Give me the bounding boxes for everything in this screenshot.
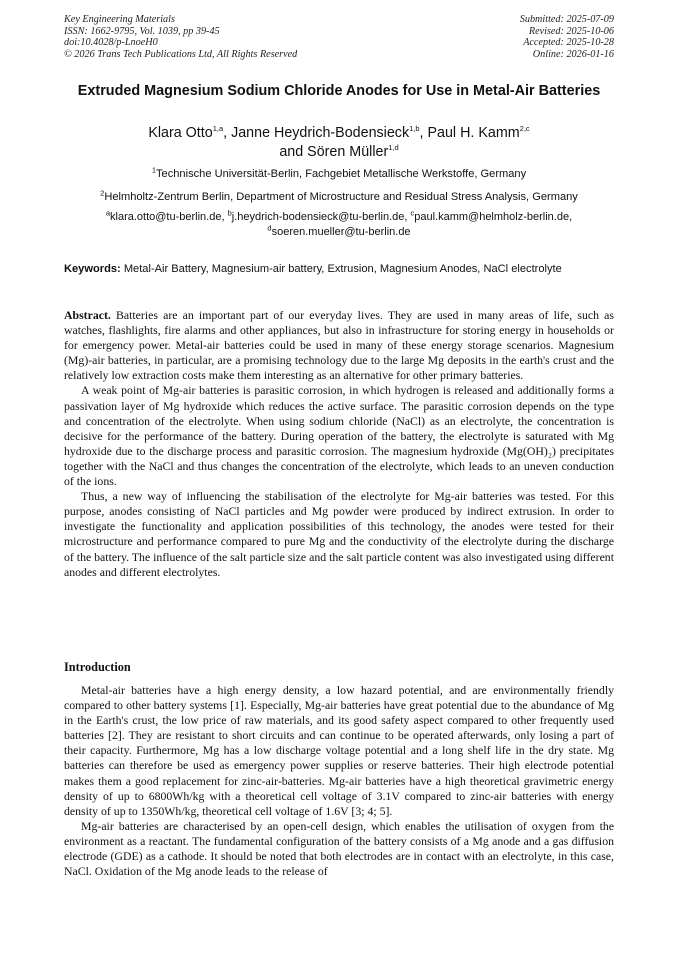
revised-date: Revised: 2025-10-06	[528, 25, 614, 37]
email-mark: a	[105, 208, 111, 218]
author-affiliation-mark: 1,d	[388, 142, 399, 152]
introduction-body	[64, 683, 614, 879]
email-mark: b	[227, 208, 232, 218]
email-mark: c	[410, 208, 415, 218]
author-affiliation-mark: 1,a	[212, 124, 224, 134]
author-name: Paul H. Kamm	[427, 125, 520, 141]
journal-info	[64, 14, 297, 60]
submitted-date: Submitted: 2025-07-09	[519, 14, 614, 25]
doi: doi:10.4028/p-LnoeH0	[64, 37, 158, 49]
abstract-paragraph	[64, 308, 614, 383]
keywords-text: Metal-Air Battery, Magnesium-air battery, Extrusion, Magnesium Anodes, NaCl electrolyte	[123, 263, 562, 275]
author-name: Sören Müller	[307, 143, 389, 160]
email-link[interactable]: j.heydrich-bodensieck@tu-berlin.de	[231, 211, 405, 223]
publication-dates	[520, 14, 614, 60]
journal-name: Key Engineering Materials	[64, 14, 175, 25]
affiliation-text: Helmholtz-Zentrum Berlin, Department of Microstructure and Residual Stress Analysis, Germany	[104, 191, 578, 203]
keywords-label: Keywords:	[64, 263, 121, 275]
author-separator: and	[279, 143, 308, 160]
author-separator: ,	[419, 125, 428, 141]
author-name: Janne Heydrich-Bodensieck	[231, 125, 410, 141]
paper-title: Extruded Magnesium Sodium Chloride Anodes for Use in Metal-Air Batteries	[77, 83, 601, 99]
email-mark: d	[267, 223, 272, 233]
email-link[interactable]: paul.kamm@helmholz-berlin.de	[414, 211, 570, 223]
author-separator: ,	[223, 125, 232, 141]
email-link[interactable]: soeren.mueller@tu-berlin.de	[271, 226, 411, 238]
section-heading-introduction: Introduction	[64, 660, 131, 674]
abstract-p1: Batteries are an important part of our everyday lives. They are used in many areas of life, such as watches, flashlights, fire alarms and other appliances, but also in infrastructure for storing energy in households or for emergency power. Metal-air batteries could be used in many of these energy storage scenarios. Magnesium (Mg)-air batteries, in particular, are a promising technology due to the large Mg deposits in the earth's crust and the relatively low extraction costs make them interesting as an alternative for other primary batteries.	[64, 308, 614, 383]
affiliation-number: 1	[151, 165, 156, 175]
author-name: Klara Otto	[148, 125, 213, 141]
affiliation-1	[64, 167, 614, 181]
intro-paragraph: Metal-air batteries have a high energy density, a low hazard potential, and are environmentally friendly compared to other battery systems [1]. Especially, Mg-air batteries have great potential due to the abundance of Mg in the Earth's crust, the low price of raw materials, and its good safety aspect compared to other frequently used batteries [2]. They are resistant to short circuits and can continue to be operated afterwards, only losing a part of their capacity. Furthermore, Mg has a low discharge voltage potential and a long shelf life in the dry state. Mg batteries can therefore be used as emergency power supplies or reserve batteries. Their high electrode potential makes them a good replacement for zinc-air-batteries. Mg-air batteries have a high theoretical gravimetric energy density of up to 6800Wh/kg with a theoretical cell voltage of 3.1V compared to zinc-air batteries with energy density of up to 1350Wh/kg, theoretical cell voltage of 1.6V [3; 4; 5].	[64, 683, 614, 818]
affiliation-text: Technische Universität-Berlin, Fachgebiet Metallische Werkstoffe, Germany	[156, 168, 527, 180]
affiliation-number: 2	[100, 188, 105, 198]
intro-paragraph: Mg-air batteries are characterised by an open-cell design, which enables the utilisation of oxygen from the environment as a reactant. The fundamental configuration of the battery consists of a Mg anode and a gas diffusion electrode (GDE) as a cathode. It should be noted that both electrodes are in contact with an electrolyte, in this case, NaCl. Oxidation of the Mg anode leads to the release of	[64, 818, 614, 879]
author-list	[64, 124, 614, 161]
author-affiliation-mark: 1,b	[409, 124, 420, 134]
email-link[interactable]: klara.otto@tu-berlin.de	[110, 211, 222, 223]
abstract-label: Abstract.	[64, 308, 111, 322]
affiliation-2	[64, 190, 614, 204]
accepted-date: Accepted: 2025-10-28	[523, 37, 614, 49]
author-emails: $^a$klara.otto@tu-berlin.de, $^b$j.heydrich-bodensieck@tu-berlin.de, $^c$paul.kamm@helmholz-berlin.de, $^d$soeren.mueller@tu-berlin.de	[105, 208, 573, 238]
abstract-paragraph: A weak point of Mg-air batteries is parasitic corrosion, in which hydrogen is released and additionally forms a passivation layer of Mg hydroxide which reduces the active surface. The parasitic corrosion depends on the type and concentration of the electrolyte. When using sodium chloride (NaCl) as an electrolyte, the concentration is decisive for the performance of the battery. During operation of the battery, the electrolyte is saturated with Mg hydroxide due to the discharge process and parasitic corrosion. The magnesium hydroxide (Mg(OH)₂) precipitates together with the NaCl and thus changes the concentration of the electrolyte, which leads to an uneven conduction of the ions.	[64, 383, 614, 489]
abstract-paragraph: Thus, a new way of influencing the stabilisation of the electrolyte for Mg-air batteries was tested. For this purpose, anodes consisting of NaCl particles and Mg powder were produced by indirect extrusion. In order to investigate the functionality and application possibilities of this technology, the anodes were tested for their microstructure and performance compared to pure Mg and the conductivity of the electrolyte during the discharge of the battery. The influence of the salt particle size and the salt particle content was also investigated using different anodes and different electrolytes.	[64, 489, 614, 579]
abstract	[64, 308, 614, 580]
keywords	[64, 262, 614, 276]
online-date: Online: 2026-01-16	[532, 48, 614, 60]
copyright: © 2026 Trans Tech Publications Ltd, All Rights Reserved	[64, 48, 298, 60]
issn: ISSN: 1662-9795, Vol. 1039, pp 39-45	[64, 25, 220, 37]
author-affiliation-mark: 2,c	[519, 124, 530, 134]
